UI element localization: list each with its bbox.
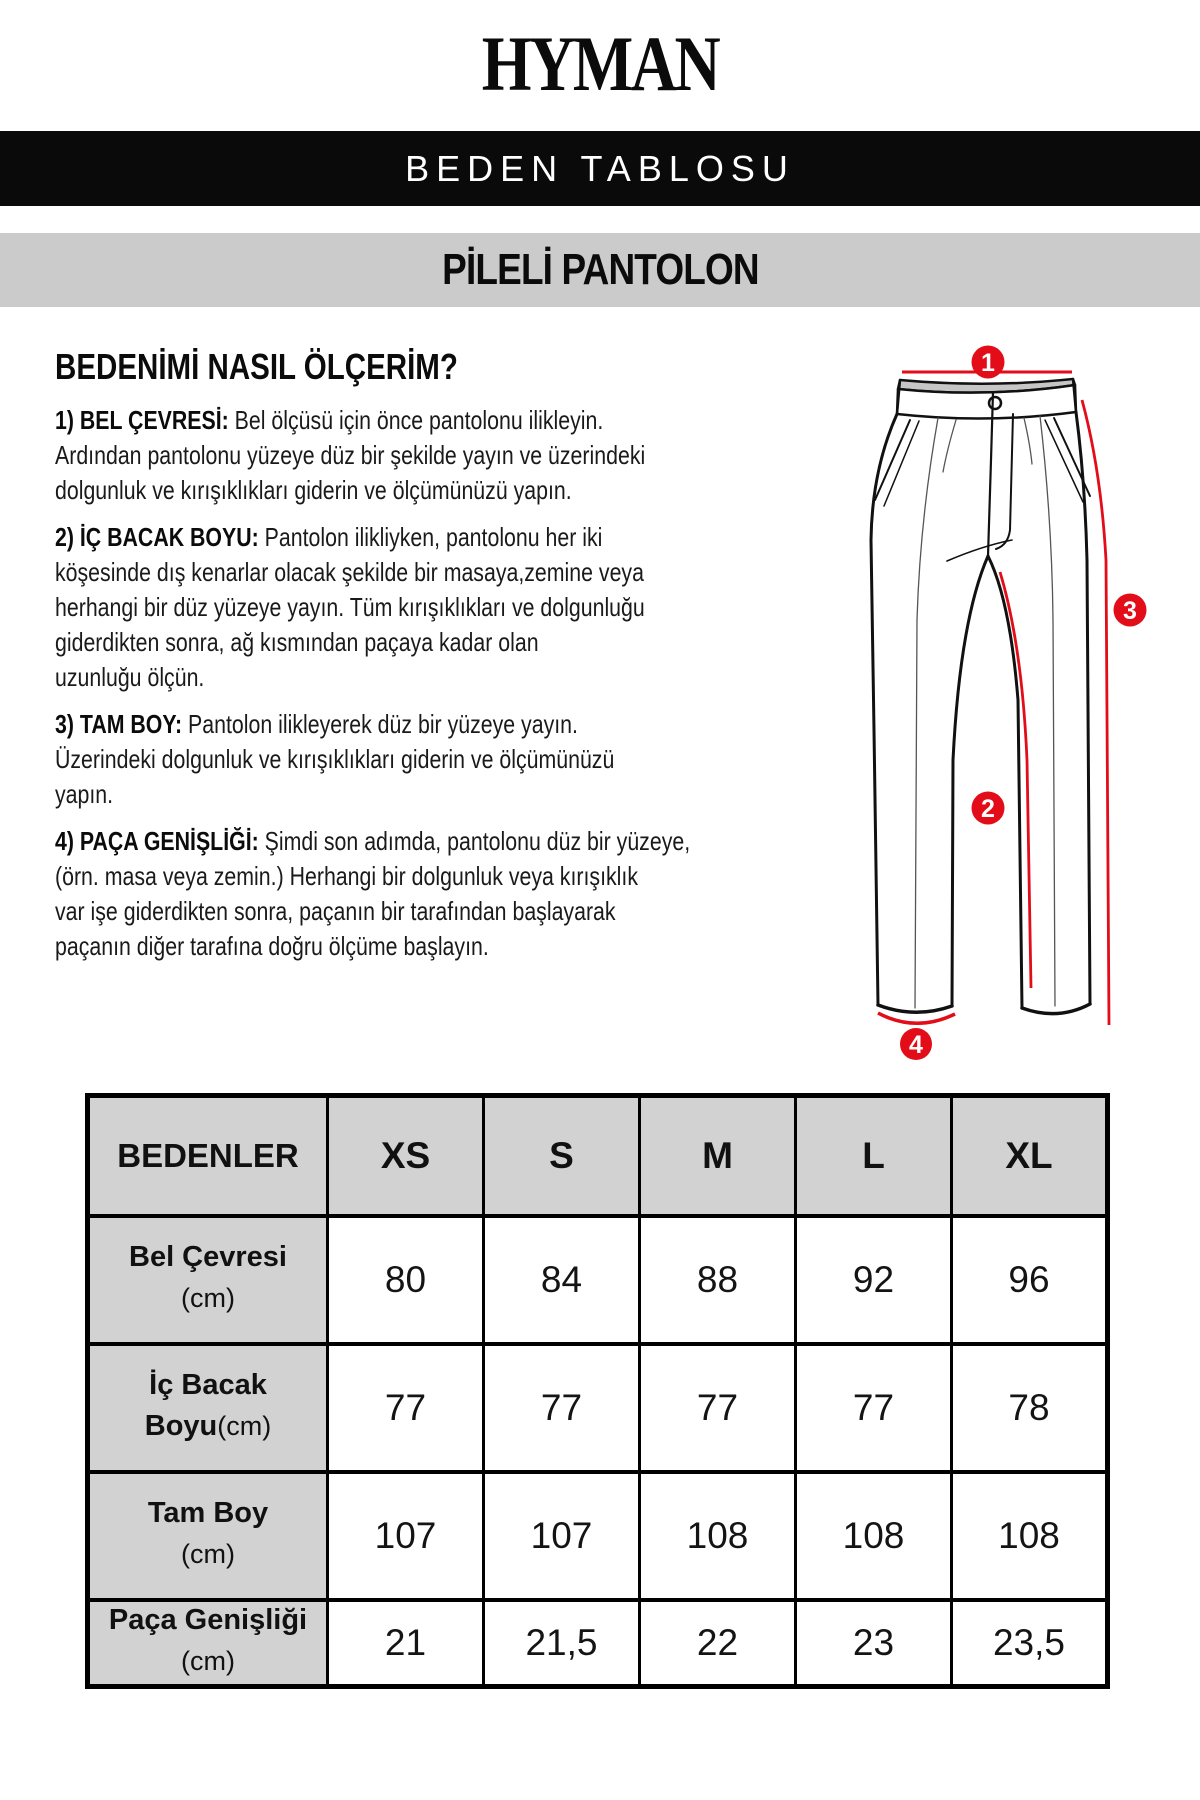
brand-logo: HYMAN [481, 20, 719, 107]
pants-outline [871, 379, 1090, 1014]
marker-4-label: 4 [909, 1031, 923, 1059]
value-cell: 108 [796, 1472, 952, 1600]
value-cell: 80 [328, 1216, 484, 1344]
measure-step-3 [55, 707, 760, 812]
value-cell: 77 [640, 1344, 796, 1472]
hem-measure-line [878, 1013, 955, 1023]
value-cell: 107 [328, 1472, 484, 1600]
table-row-paca-genisligi [88, 1600, 1108, 1687]
marker-3-label: 3 [1123, 597, 1137, 625]
value-cell: 22 [640, 1600, 796, 1687]
measure-step-1-text: Bel ölçüsü için önce pantolonu ilikleyin. Ardından pantolonu yüzeye düz bir şekilde yayın ve üzerindeki dolgunluk ve kırışıklıkları giderin ve ölçümünüzü yapın. [55, 405, 646, 505]
value-cell: 108 [952, 1472, 1108, 1600]
row-label-paca-genisligi [88, 1600, 328, 1687]
value-cell: 77 [484, 1344, 640, 1472]
measure-step-1-lead: 1) BEL ÇEVRESİ: [55, 405, 229, 435]
value-cell: 84 [484, 1216, 640, 1344]
row-label-name: Bel Çevresi [129, 1240, 287, 1273]
marker-4-badge [900, 1028, 932, 1060]
size-table [85, 1093, 1110, 1689]
value-cell: 77 [328, 1344, 484, 1472]
measure-step-4 [55, 824, 760, 964]
side-measure-line [1082, 400, 1109, 1025]
value-cell: 21 [328, 1600, 484, 1687]
header-cell-s: S [484, 1096, 640, 1216]
row-label-bel-cevresi [88, 1216, 328, 1344]
measure-step-1 [55, 403, 760, 508]
value-cell: 92 [796, 1216, 952, 1344]
size-chart-banner-title: BEDEN TABLOSU [405, 147, 795, 189]
marker-1-label: 1 [981, 349, 995, 377]
value-cell: 78 [952, 1344, 1108, 1472]
table-row-ic-bacak-boyu [88, 1344, 1108, 1472]
row-label-name: İç Bacak Boyu [144, 1368, 267, 1442]
marker-3-badge [1114, 594, 1147, 627]
measure-step-2 [55, 520, 760, 695]
measure-step-4-lead: 4) PAÇA GENİŞLİĞİ: [55, 826, 259, 856]
marker-2-badge [972, 792, 1005, 825]
row-label-unit: (cm) [181, 1282, 235, 1313]
measure-guide-heading: BEDENİMİ NASIL ÖLÇERİM? [55, 346, 458, 387]
table-row-bel-cevresi [88, 1216, 1108, 1344]
row-label-unit: (cm) [217, 1410, 272, 1441]
header-cell-xl: XL [952, 1096, 1108, 1216]
value-cell: 107 [484, 1472, 640, 1600]
marker-2-label: 2 [981, 795, 995, 823]
row-label-tam-boy [88, 1472, 328, 1600]
row-label-name: Paça Genişliği [108, 1603, 308, 1636]
header-cell-bedenler: BEDENLER [88, 1096, 328, 1216]
row-label-ic-bacak-boyu [88, 1344, 328, 1472]
marker-1-badge [972, 346, 1005, 379]
table-row-tam-boy [88, 1472, 1108, 1600]
header-cell-l: L [796, 1096, 952, 1216]
measure-step-3-text: Pantolon ilikleyerek düz bir yüzeye yayın. Üzerindeki dolgunluk ve kırışıklıkları giderin ve ölçümünüzü yapın. [55, 709, 615, 809]
measure-guide [55, 345, 760, 976]
measure-step-4-text: Şimdi son adımda, pantolonu düz bir yüzeye, (örn. masa veya zemin.) Herhangi bir dolgunluk veya kırışıklık var işe giderdikten sonra, paçanın bir tarafından başlayarak paçanın diğer tarafına doğru ölçüme başlayın. [55, 826, 691, 961]
size-chart-banner [0, 131, 1200, 206]
waist-button [989, 397, 1001, 409]
pants-diagram [760, 300, 1200, 1070]
value-cell: 77 [796, 1344, 952, 1472]
pants-creases [915, 416, 1055, 1008]
value-cell: 21,5 [484, 1600, 640, 1687]
header-cell-m: M [640, 1096, 796, 1216]
row-label-unit: (cm) [181, 1645, 235, 1676]
header-cell-xs: XS [328, 1096, 484, 1216]
product-title: PİLELİ PANTOLON [441, 245, 759, 294]
measure-step-2-text: Pantolon ilikliyken, pantolonu her iki köşesinde dış kenarlar olacak şekilde bir masaya,zemine veya herhangi bir düz yüzeye yayın. Tüm kırışıklıkları ve dolgunluğu giderdikten sonra, ağ kısmından paçaya kadar olan uzunluğu ölçün. [55, 522, 645, 692]
measure-step-3-lead: 3) TAM BOY: [55, 709, 183, 739]
value-cell: 108 [640, 1472, 796, 1600]
value-cell: 88 [640, 1216, 796, 1344]
measure-step-2-lead: 2) İÇ BACAK BOYU: [55, 522, 259, 552]
size-table-header-row [88, 1096, 1108, 1216]
value-cell: 23,5 [952, 1600, 1108, 1687]
row-label-name: Tam Boy [147, 1496, 269, 1529]
value-cell: 96 [952, 1216, 1108, 1344]
value-cell: 23 [796, 1600, 952, 1687]
inseam-measure-line [1000, 572, 1031, 988]
product-title-banner [0, 233, 1200, 307]
row-label-unit: (cm) [181, 1538, 235, 1569]
